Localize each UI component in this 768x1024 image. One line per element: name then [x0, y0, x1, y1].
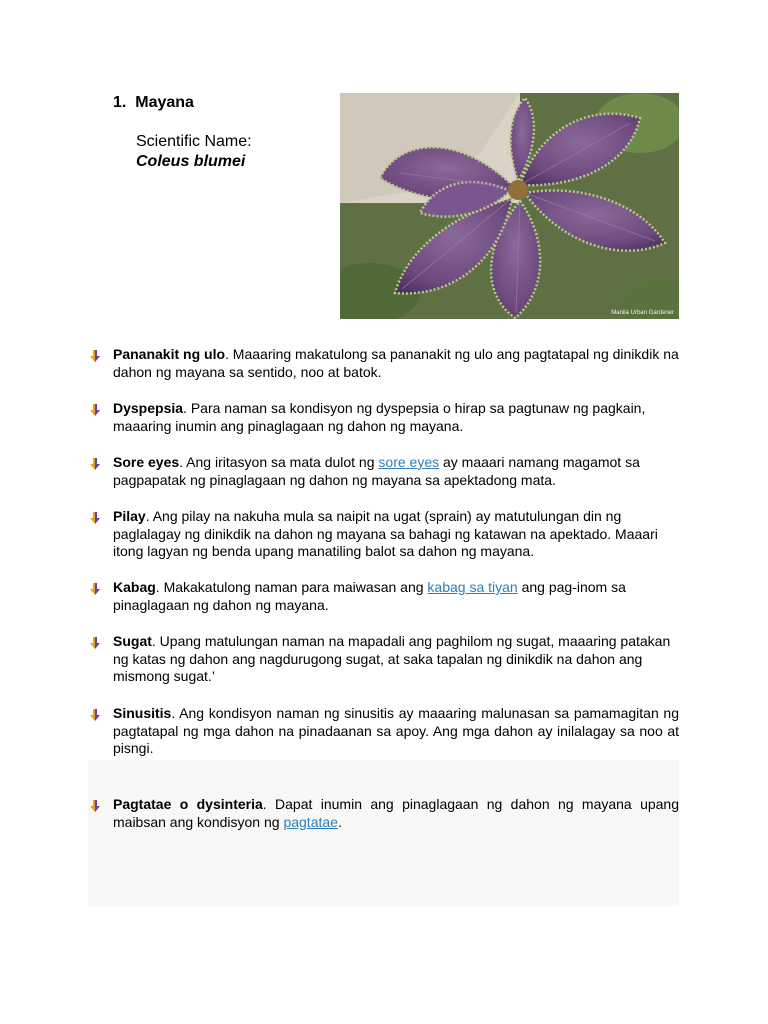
heading-title: Mayana — [135, 94, 194, 111]
arrow-down-bullet-icon — [88, 349, 102, 363]
item-text — [113, 633, 679, 686]
plant-heading-block — [113, 93, 328, 172]
item-text — [113, 796, 679, 831]
item-description: . Upang matulungan naman na mapadali ang paghilom ng sugat, maaaring patakan ng katas ng dahon ang nagdurugong sugat, at saka tapalan ng dinikdik na dahon ang mismong sugat.’ — [113, 633, 671, 684]
item-description: . Ang iritasyon sa mata dulot ng — [179, 454, 379, 470]
item-description: . Ang kondisyon naman ng sinusitis ay maaaring malunasan sa pamamagitan ng pagtatapal ng mga dahon na pinadaanan sa apoy. Ang mga dahon ay inilalagay sa noo at pisngi. — [113, 705, 679, 756]
shaded-background — [88, 760, 679, 906]
item-description: . Makakatulong naman para maiwasan ang — [155, 579, 428, 595]
list-item-pilay — [88, 508, 679, 561]
arrow-down-bullet-icon — [88, 708, 102, 722]
arrow-down-bullet-icon — [88, 582, 102, 596]
pagtatae-link[interactable]: pagtatae — [283, 813, 338, 830]
item-term: Dyspepsia — [113, 400, 184, 416]
list-item-sore-eyes — [88, 454, 679, 489]
scientific-name: Coleus blumei — [136, 153, 246, 170]
kabag-sa-tiyan-link[interactable]: kabag sa tiyan — [427, 579, 518, 595]
item-text — [113, 579, 679, 614]
arrow-down-bullet-icon — [88, 636, 102, 650]
item-text — [113, 508, 679, 561]
list-item-pagtatae — [88, 796, 679, 831]
item-term: Pananakit ng ulo — [113, 346, 226, 362]
item-description-continued: . — [337, 813, 342, 830]
item-text — [113, 705, 679, 758]
item-term: Pilay — [113, 508, 146, 524]
item-term: Pagtatae o dysinteria — [113, 796, 263, 812]
list-item-pananakit — [88, 346, 679, 381]
item-description: . Para naman sa kondisyon ng dyspepsia o hirap sa pagtunaw ng pagkain, maaaring inumin ang pinaglagaan ng dahon ng mayana. — [113, 400, 646, 434]
item-description: . Dapat inumin ang pinaglagaan ng dahon ng mayana upang maibsan ang kondisyon ng — [113, 796, 680, 830]
item-text — [113, 454, 679, 489]
arrow-down-bullet-icon — [88, 403, 102, 417]
arrow-down-bullet-icon — [88, 511, 102, 525]
item-term: Sinusitis — [113, 705, 172, 721]
item-text — [113, 346, 679, 381]
item-term: Sugat — [113, 633, 152, 649]
list-item-kabag — [88, 579, 679, 614]
scientific-name-label: Scientific Name: — [136, 133, 252, 150]
arrow-down-bullet-icon — [88, 799, 102, 813]
item-description-continued: ang pag-inom sa pinaglagaan ng dahon ng mayana. — [113, 579, 626, 613]
heading-number: 1. — [113, 94, 127, 111]
item-description: . Ang pilay na nakuha mula sa naipit na ugat (sprain) ay matutulungan din ng paglalagay ng dinikdik na dahon ng mayana sa bahagi ng katawan na apektado. Maaari itong lagyan ng benda upang manatiling balot sa dahon ng mayana. — [113, 508, 658, 559]
photo-credit: Manila Urban Gardener — [611, 310, 674, 316]
item-text — [113, 400, 679, 435]
arrow-down-bullet-icon — [88, 457, 102, 471]
item-description-continued: ay maaari namang magamot sa pagpapatak ng pinaglagaan ng dahon ng mayana sa apektadong mata. — [113, 454, 640, 488]
item-term: Kabag — [113, 579, 156, 595]
plant-title — [113, 93, 328, 113]
list-item-dyspepsia — [88, 400, 679, 435]
list-item-sinusitis — [88, 705, 679, 758]
item-term: Sore eyes — [113, 454, 180, 470]
coleus-plant-illustration — [340, 93, 679, 319]
list-item-sugat — [88, 633, 679, 686]
coleus-plant-photo — [340, 93, 679, 319]
sore-eyes-link[interactable]: sore eyes — [378, 454, 440, 470]
item-description: . Maaaring makatulong sa pananakit ng ulo ang pagtatapal ng dinikdik na dahon ng mayana sa sentido, noo at batok. — [113, 346, 679, 380]
